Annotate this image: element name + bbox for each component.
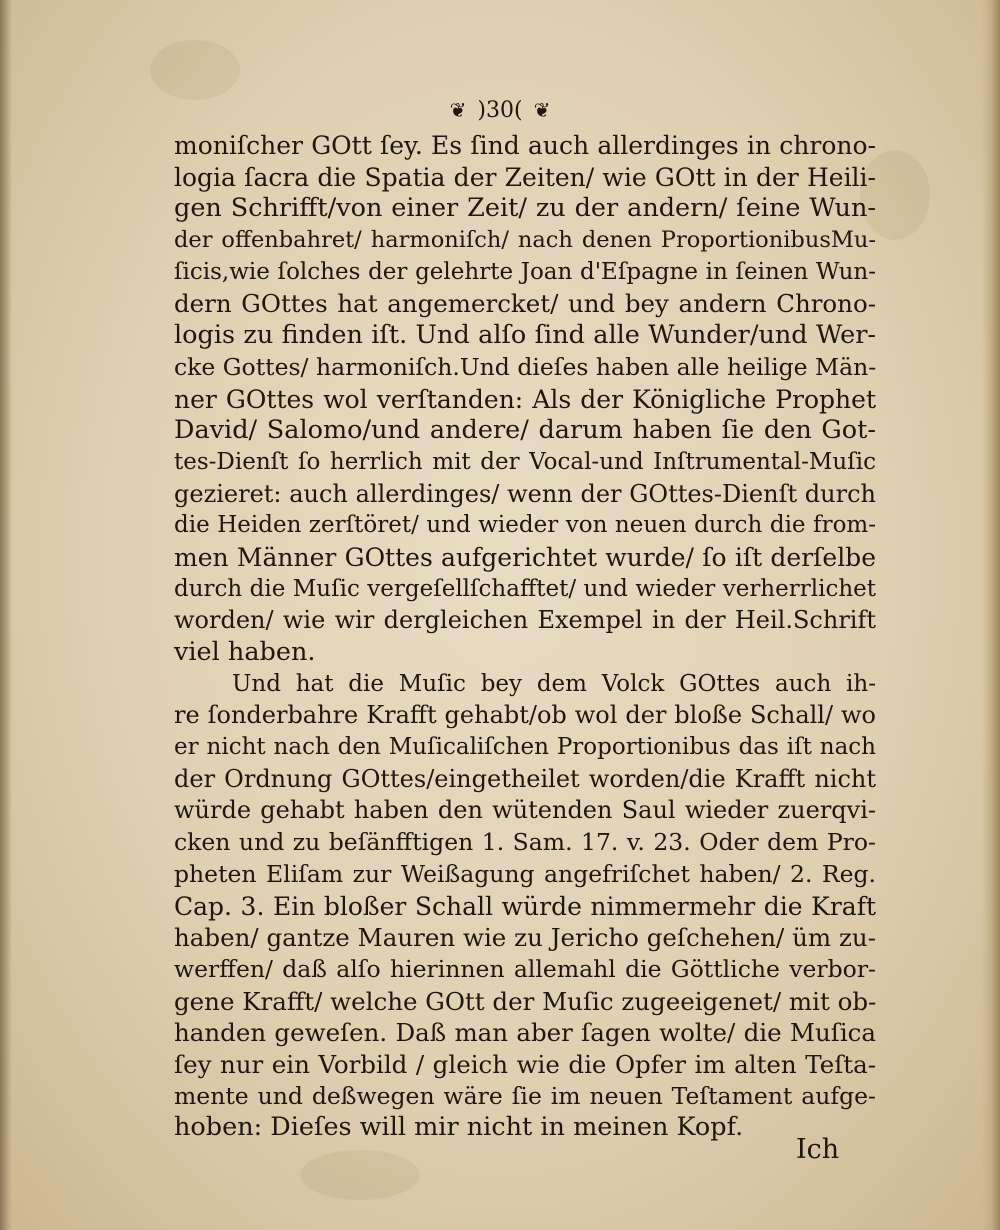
text-line: ner GOttes wol verſtanden: Als der Königliche Prophet xyxy=(174,384,876,414)
page-number: )30( xyxy=(477,98,523,123)
text-line: der Ordnung GOttes/eingetheilet worden/die Krafft nicht xyxy=(174,764,876,793)
text-line: werffen/ daß alſo hierinnen allemahl die Göttliche verbor- xyxy=(174,954,876,983)
text-line: haben/ gantze Mauren wie zu Jericho geſchehen/ üm zu- xyxy=(174,923,876,953)
paper-stain xyxy=(150,40,240,100)
text-line: moniſcher GOtt ſey. Es ſind auch allerdinges in chrono- xyxy=(174,131,876,160)
text-line: viel haben. xyxy=(174,637,316,667)
page-gutter-shadow xyxy=(0,0,12,1230)
left-ornament-icon: ❦ xyxy=(449,98,467,122)
text-line: tes-Dienſt ſo herrlich mit der Vocal-und Inſtrumental-Muſic xyxy=(174,448,876,475)
text-line: durch die Muſic vergeſellſchafftet/ und wieder verherrlichet xyxy=(174,575,876,602)
text-line: cken und zu beſänfftigen 1. Sam. 17. v. 23. Oder dem Pro- xyxy=(174,828,876,857)
text-line: cke Gottes/ harmoniſch.Und dieſes haben alle heilige Män- xyxy=(174,352,877,381)
text-line: ſey nur ein Vorbild / gleich wie die Opfer im alten Teſta- xyxy=(174,1049,876,1079)
paper-stain xyxy=(300,1150,420,1200)
right-ornament-icon: ❦ xyxy=(533,98,551,122)
text-line: Cap. 3. Ein bloßer Schall würde nimmermehr die Kraft xyxy=(174,891,876,921)
text-line: pheten Eliſam zur Weißagung angefriſchet haben/ 2. Reg. xyxy=(174,859,876,888)
page-header xyxy=(0,98,1000,123)
text-line: der offenbahret/ harmoniſch/ nach denen ProportionibusMu- xyxy=(174,227,876,254)
text-line: logis zu finden iſt. Und alſo ſind alle Wunder/und Wer- xyxy=(174,320,876,351)
text-line: men Männer GOttes aufgerichtet wurde/ ſo iſt derſelbe xyxy=(174,542,876,572)
text-line: handen geweſen. Daß man aber ſagen wolte/ die Muſica xyxy=(174,1018,876,1048)
text-line: hoben: Dieſes will mir nicht in meinen Kopf. xyxy=(174,1112,744,1143)
text-line: gene Krafft/ welche GOtt der Muſic zugeeigenet/ mit ob- xyxy=(174,986,877,1016)
body-text xyxy=(174,130,876,1144)
text-line: Und hat die Muſic bey dem Volck GOttes auch ih- xyxy=(232,670,876,697)
page-edge-shadow xyxy=(982,0,1000,1230)
text-line: die Heiden zerſtöret/ und wieder von neuen durch die from- xyxy=(174,512,876,539)
catchword: Ich xyxy=(796,1134,840,1165)
text-line: gezieret: auch allerdinges/ wenn der GOttes-Dienſt durch xyxy=(174,479,876,508)
text-line: ſicis,wie ſolches der gelehrte Joan d'Eſpagne in ſeinen Wun- xyxy=(174,258,876,285)
text-line: dern GOttes hat angemercket/ und bey andern Chrono- xyxy=(174,289,876,319)
text-line: gen Schrifft/von einer Zeit/ zu der andern/ ſeine Wun- xyxy=(174,193,876,224)
text-line: logia ſacra die Spatia der Zeiten/ wie GOtt in der Heili- xyxy=(174,162,876,192)
text-line: worden/ wie wir dergleichen Exempel in der Heil.Schrift xyxy=(174,606,876,635)
text-line: mente und deßwegen wäre ſie im neuen Teſtament aufge- xyxy=(174,1081,876,1110)
text-line: David/ Salomo/und andere/ darum haben ſie den Got- xyxy=(174,415,876,446)
text-line: re ſonderbahre Krafft gehabt/ob wol der bloße Schall/ wo xyxy=(174,701,876,730)
text-line: würde gehabt haben den wütenden Saul wieder zuerqvi- xyxy=(174,796,876,825)
text-line: er nicht nach den Muſicaliſchen Proportionibus das iſt nach xyxy=(174,734,876,761)
